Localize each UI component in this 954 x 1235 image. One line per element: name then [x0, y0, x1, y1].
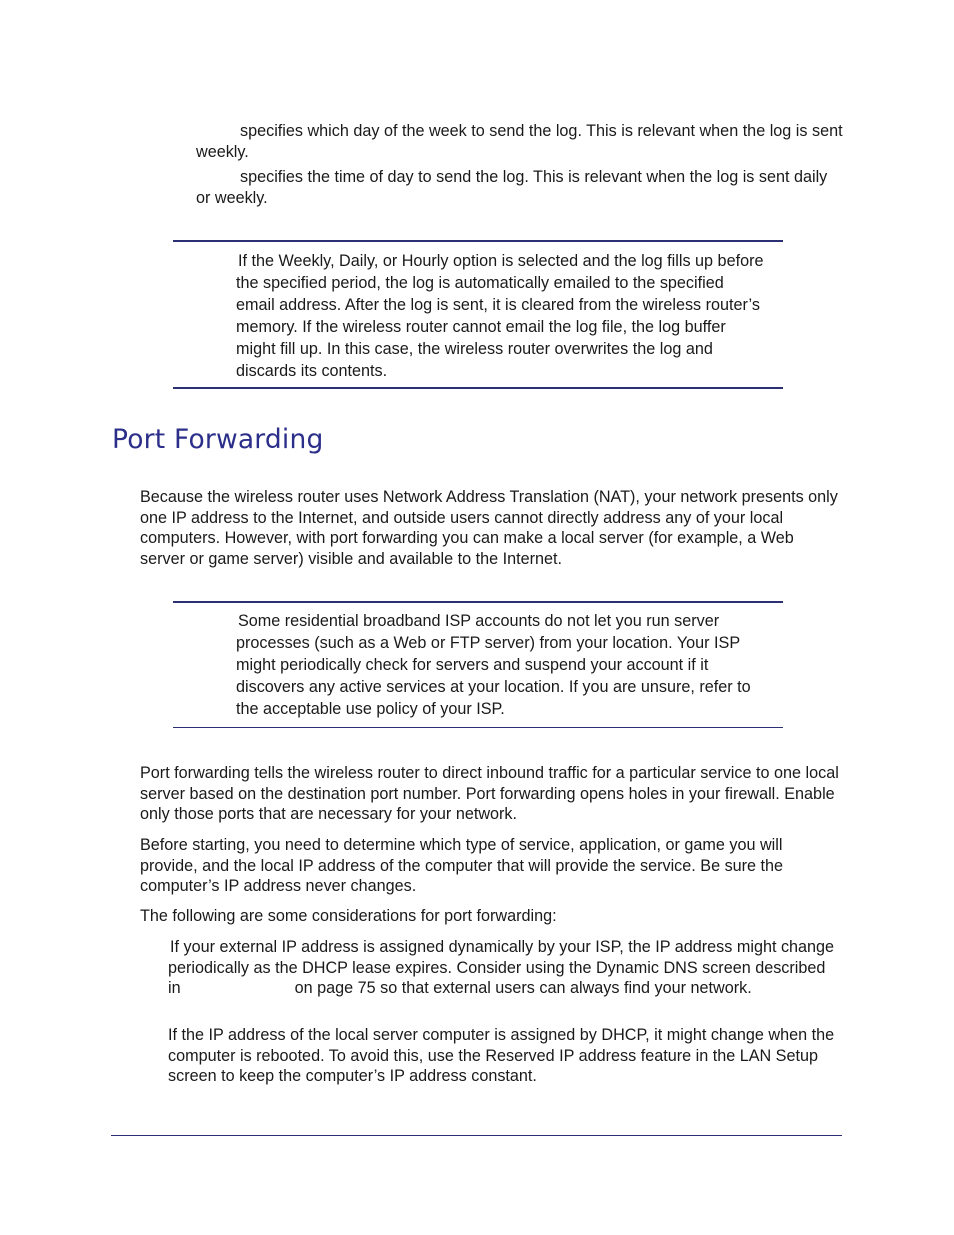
considerations-intro: The following are some considerations for port forwarding:	[140, 907, 557, 925]
before-starting-paragraph: Before starting, you need to determine which type of service, application, or game you will provide, and the local IP address of the computer that will provide the service. Be sure the computer’s IP address never changes.	[140, 836, 784, 895]
time-description: specifies the time of day to send the log. This is relevant when the log is sent daily or weekly.	[196, 168, 828, 207]
note-top-rule	[173, 240, 783, 242]
day-description: specifies which day of the week to send the log. This is relevant when the log is sent weekly.	[196, 122, 843, 161]
port-forwarding-paragraph: Port forwarding tells the wireless router to direct inbound traffic for a particular service to one local server based on the destination port number. Port forwarding opens holes in your firewall. Enable only those ports that are necessary for your network.	[140, 764, 839, 823]
bullet-dynamic-ip	[168, 937, 840, 999]
intro-paragraph: Because the wireless router uses Network Address Translation (NAT), your network presents only one IP address to the Internet, and outside users cannot directly address any of your local computers. However, with port forwarding you can make a local server (for example, a Web server or game server) visible and available to the Internet.	[140, 488, 838, 568]
bullet-dhcp-server: If the IP address of the local server computer is assigned by DHCP, it might change when the computer is rebooted. To avoid this, use the Reserved IP address feature in the LAN Setup screen to keep the computer’s IP address constant.	[168, 1026, 835, 1085]
note-isp-policy: Some residential broadband ISP accounts do not let you run server processes (such as a Web or FTP server) from your location. Your ISP might periodically check for servers and suspend your account if it discovers any active services at your location. If you are unsure, refer to the acceptable use policy of your ISP.	[236, 612, 751, 718]
note2-top-rule	[173, 601, 783, 603]
bullet-dynamic-ip-text-b: on page 75 so that external users can always find your network.	[294, 979, 752, 997]
note2-bottom-rule	[173, 727, 783, 728]
section-heading: Port Forwarding	[112, 424, 324, 455]
note-log-fill: If the Weekly, Daily, or Hourly option is selected and the log fills up before the specified period, the log is automatically emailed to the specified email address. After the log is sent, it is cleared from the wireless router’s memory. If the wireless router cannot email the log file, the log buffer might fill up. In this case, the wireless router overwrites the log and discards its contents.	[236, 252, 764, 380]
footer-rule	[111, 1135, 842, 1136]
bullet-dynamic-ip-text-a: If your external IP address is assigned dynamically by your ISP, the IP address might change periodically as the DHCP lease expires. Consider using the Dynamic DNS screen described in	[168, 938, 835, 997]
note-bottom-rule	[173, 387, 783, 389]
